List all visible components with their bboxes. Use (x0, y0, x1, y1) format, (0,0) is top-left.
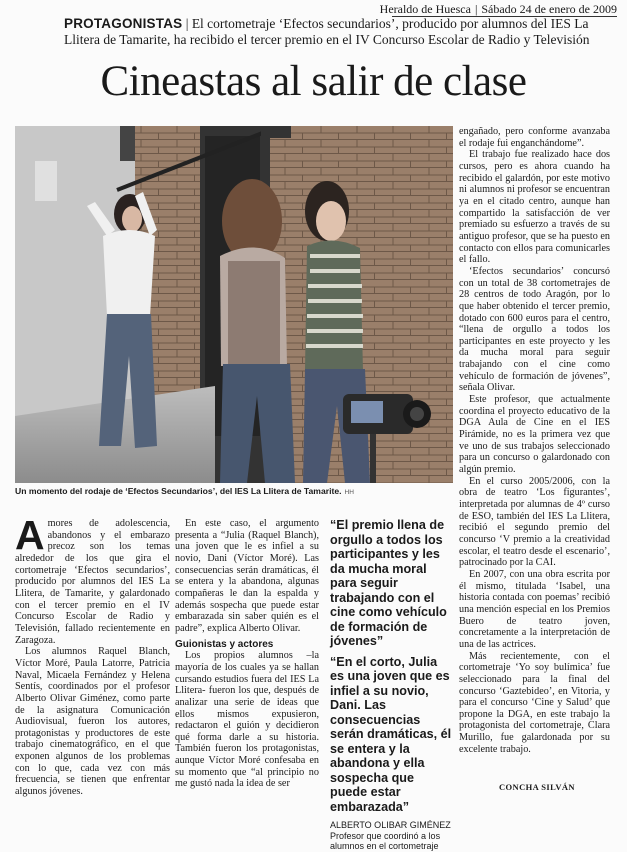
article-paragraph: Los propios alumnos –la mayoría de los cuales ya se hallan cursando estudios fuera del IES La Llitera- fueron los que, después de analizar una serie de ideas que ellos mismos expusieron, redactaron el guión y decidieron qué forma darle a su historia. También fueron los protagonistas, aunque Víctor Moré confesaba en su momento que “al principio no me gustó nada la idea de ser (175, 650, 319, 790)
article-paragraph: Más recientemente, con el cortometraje ‘Yo soy bulímica’ fue seleccionado para la final del concurso ‘Gaztebideo’, en Vitoria, y para el concurso ‘Cine y Salud’ que propone la DGA, en este trabajo la protagonista del cortometraje, Clara Murillo, fue galardonada por su excelente trabajo. (459, 650, 610, 755)
section-subhead: Guionistas y actores (175, 638, 274, 650)
publication-name: Heraldo de Huesca (379, 2, 471, 16)
publication-date: Sábado 24 de enero de 2009 (481, 2, 617, 16)
article-photo (15, 126, 453, 483)
quote-author: ALBERTO OLIBAR GIMÉNEZ (330, 820, 451, 830)
masthead (380, 2, 617, 17)
article-column-1 (15, 512, 170, 798)
pull-quote: “En el corto, Julia es una joven que es infiel a su novio, Dani. Las consecuencias serán dramáticas, él se entera y la abandona y ella sospecha que puede estar embarazada” (330, 654, 452, 814)
kicker (64, 16, 624, 47)
article-paragraph: El trabajo fue realizado hace dos cursos, pero es ahora cuando ha recibido el galardón, por este motivo ni alumnos ni profesor se encuentran ya en el citado centro, aunque han compartido la satisfacción de ver premiado su esfuerzo a través de su antiguo profesor, que se ha puesto en contacto con ellos para comunicarles el fallo. (459, 149, 610, 266)
photo-caption (15, 486, 453, 496)
headline: Cineastas al salir de clase (100, 58, 527, 105)
article-paragraph: En el curso 2005/2006, con la obra de teatro ‘Los figurantes’, interpretada por alumnas de 4º curso de ESO, también del IES La Llitera, recibió el segundo premio del concurso ‘V premio a la creatividad escolar, el teatro desde el escenario’, patrocinado por la CAI. (459, 475, 610, 569)
kicker-separator: | (185, 16, 189, 31)
article-paragraph: ‘Efectos secundarios’ concursó con un total de 38 cortometrajes de 28 centros de todo Aragón, por lo que haber obtenido el tercer premio, dotado con 600 euros para el centro, “llena de orgullo a todos los participantes en este proyecto y les da mucha moral para seguir trabajando con el cine como vehículo de formación de jóvenes”, señala Olivar. (459, 265, 610, 394)
section-label: PROTAGONISTAS (64, 16, 183, 31)
article-paragraph: Este profesor, que actualmente coordina el proyecto educativo de la DGA Aula de Cine en el IES Pirámide, no es la primera vez que ve uno de sus trabajos seleccionado para un concurso o galardonado con algún premio. (459, 394, 610, 476)
caption-text: Un momento del rodaje de ‘Efectos Secundarios’, del IES La Llitera de Tamarite. (15, 486, 342, 496)
pull-quotes (330, 518, 453, 852)
lead-text: mores de adolescencia, abandonos y el embarazo precoz son los temas alrededor de los que gira el cortometraje ‘Efectos secundarios’, producido por alumnos del IES La Llitera, de Tamarite, y galardonado con el tercer premio en el IV Concurso Escolar de Radio y Televisión, fallado recientemente en Zaragoza. (15, 518, 170, 646)
kicker-text: El cortometraje ‘Efectos secundarios’, producido por alumnos del IES La Llitera de Tamarite, ha recibido el tercer premio en el IV Concurso Escolar de Radio y Televisión (64, 16, 590, 47)
article-column-right (459, 126, 610, 755)
quote-author-role: Profesor que coordinó a los alumnos en el cortometraje (330, 830, 441, 851)
pull-quote: “El premio llena de orgullo a todos los participantes y les da mucha moral para seguir trabajando con el cine como vehículo de formación de jóvenes” (330, 518, 447, 648)
article-paragraph: En este caso, el argumento presenta a “Julia (Raquel Blanch), una joven que le es infiel a su novio, Dani (Víctor Moré). Las consecuencias serán dramáticas, él se entera y la abandona, algunas compañeras le dan la espalda y además sospecha que puede estar embarazada sin saber quién es el padre”, explica Alberto Olivar. (175, 518, 319, 634)
article-paragraph: En 2007, con una obra escrita por él mismo, titulada ‘Isabel, una historia contada con poemas’ recibió una mención especial en los Premios Buero de teatro joven, concretamente a la interpretación de una de las actrices. (459, 568, 610, 650)
photo-credit: HH (344, 489, 354, 496)
masthead-separator: | (474, 2, 478, 16)
article-column-2 (175, 518, 319, 790)
article-paragraph: engañado, pero conforme avanzaba el rodaje fui enganchándome”. (459, 126, 610, 149)
drop-cap: A (15, 512, 45, 558)
article-paragraph: Los alumnos Raquel Blanch, Víctor Moré, Paula Latorre, Patricia Naval, Micaela Fernández y Helena Sentís, coordinados por el profesor Alberto Olivar Giménez, como parte de la asignatura Comunicación Audiovisual, fueron los autores, protagonistas y productores de este trabajo cinematográfico, en el que exponen algunos de los problemas con lo que, cada vez con más frecuencia, se tienen que enfrentar algunos jóvenes. (15, 646, 170, 798)
photo-illustration (15, 126, 453, 483)
lead-paragraph (15, 512, 170, 646)
author-signature: CONCHA SILVÁN (499, 782, 575, 792)
